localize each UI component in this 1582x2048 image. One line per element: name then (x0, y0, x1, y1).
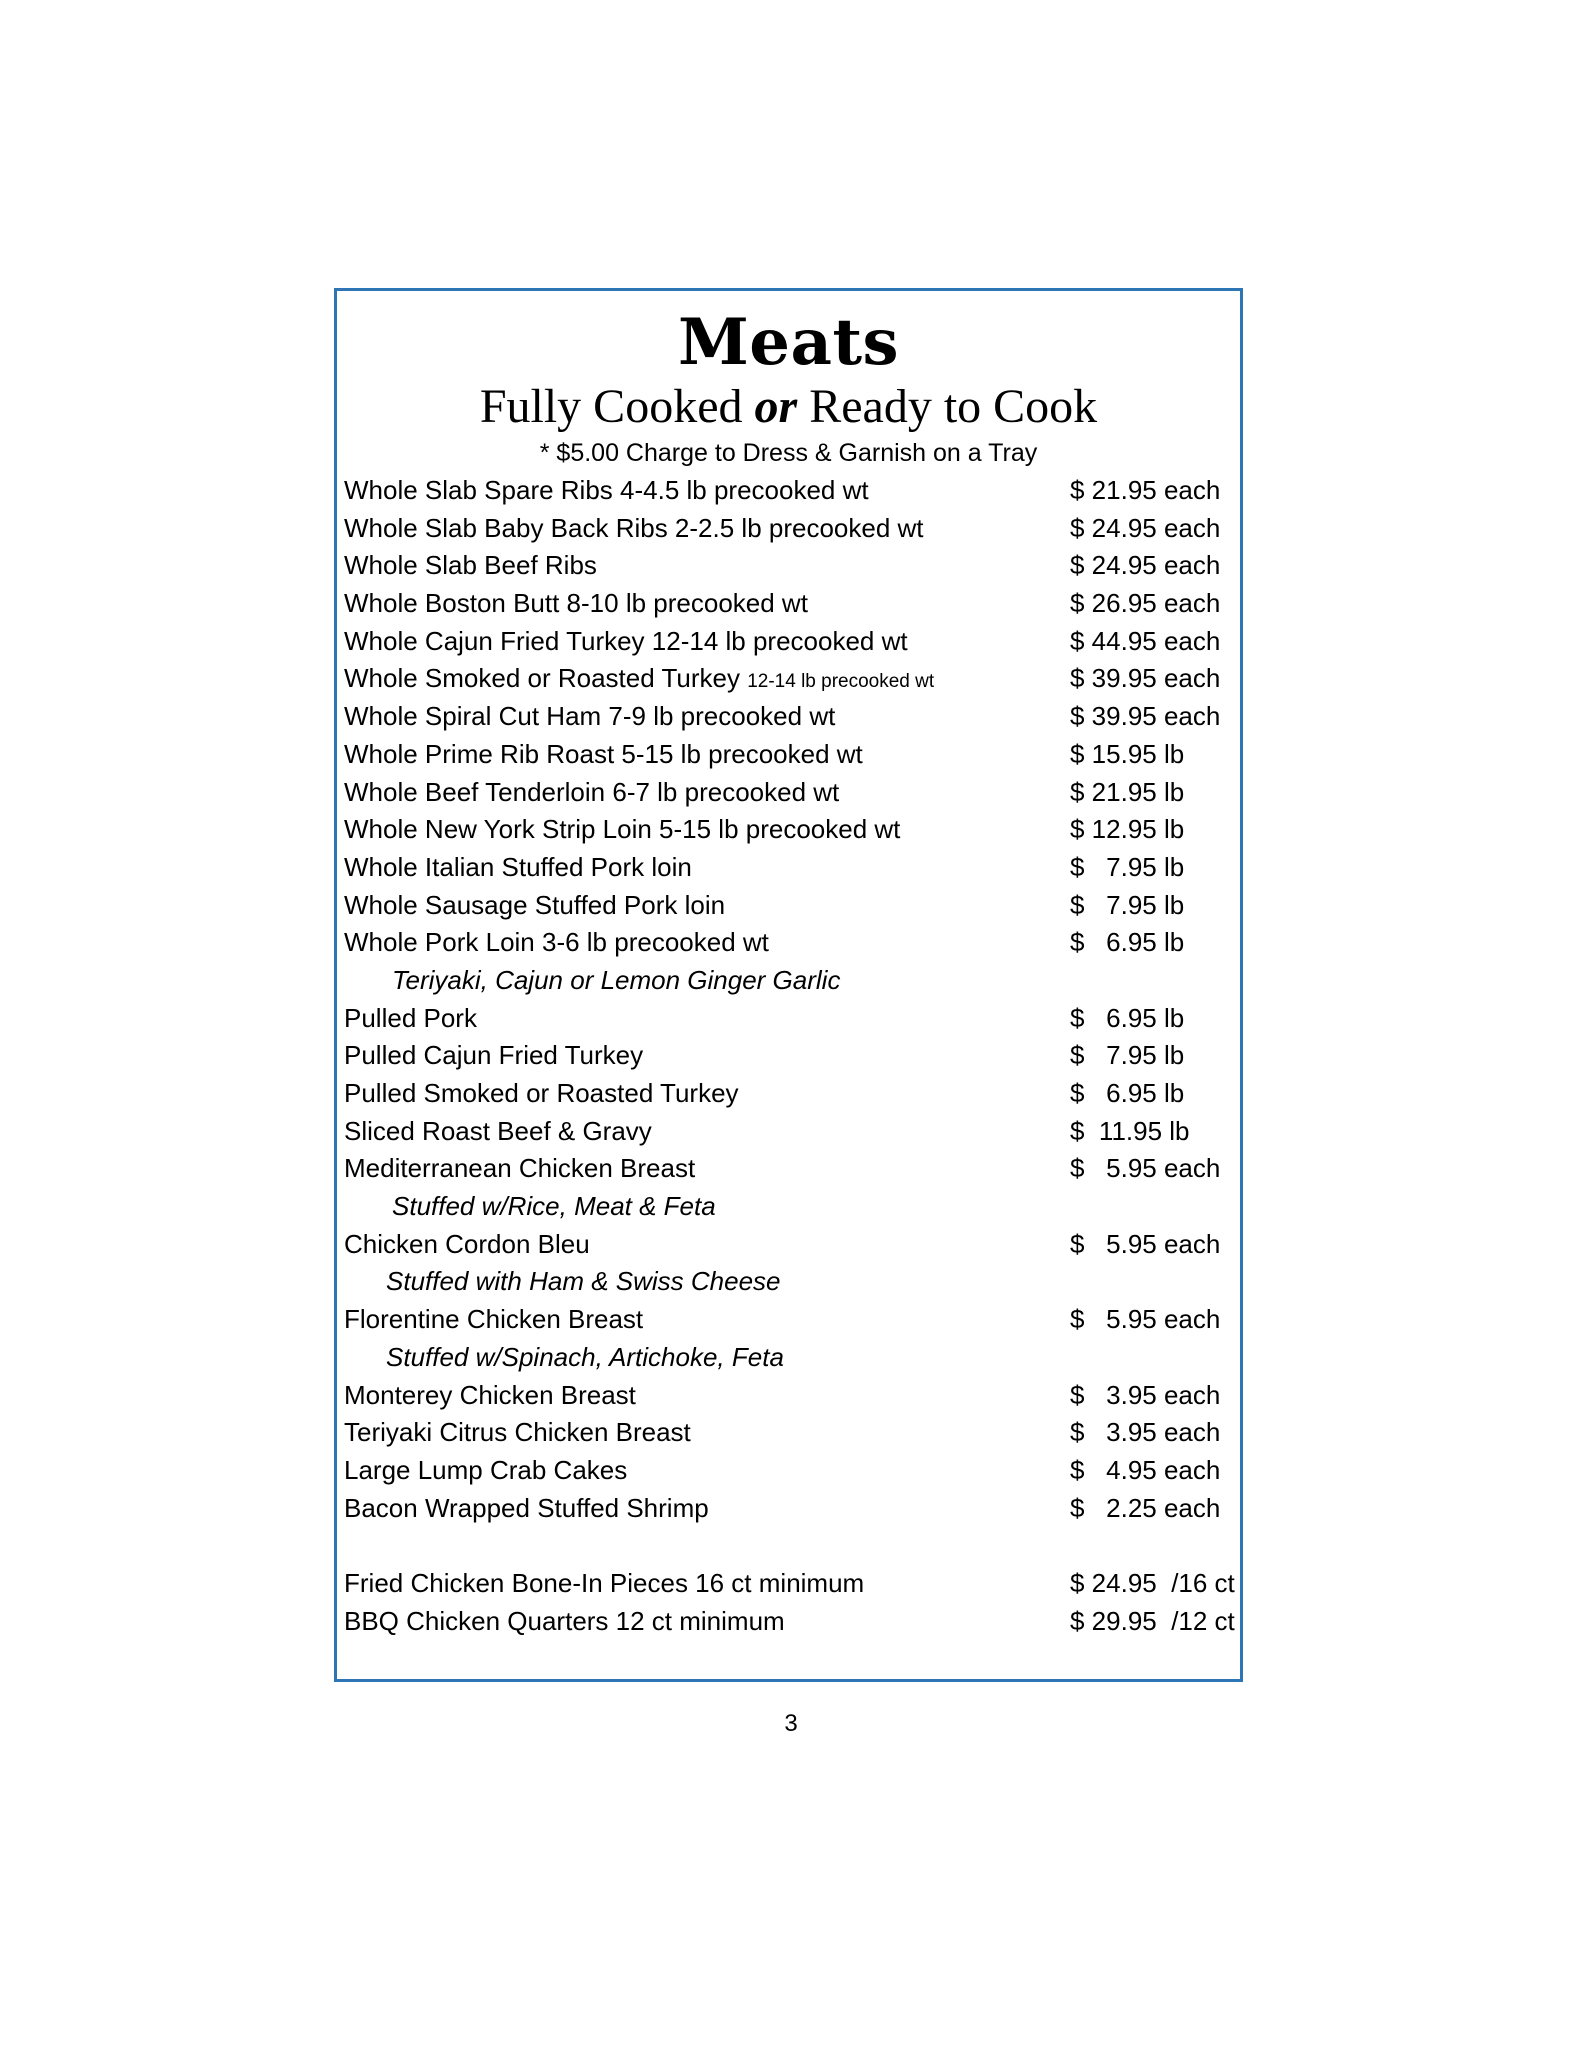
item-name: Whole Cajun Fried Turkey 12-14 lb precooked wt (344, 625, 908, 656)
item-price: $ 6.95 lb (1070, 927, 1185, 958)
page-number: 3 (784, 1710, 798, 1737)
menu-item (344, 849, 1240, 887)
item-name: Whole New York Strip Loin 5-15 lb precooked wt (344, 814, 901, 845)
item-name: Large Lump Crab Cakes (344, 1454, 628, 1485)
item-description: Stuffed w/Spinach, Artichoke, Feta (386, 1341, 784, 1372)
page-title: Meats (677, 305, 900, 380)
item-name-main: Whole Smoked or Roasted Turkey (344, 663, 740, 694)
menu-item (344, 1301, 1240, 1339)
item-name: Bacon Wrapped Stuffed Shrimp (344, 1492, 709, 1523)
item-price: $ 11.95 lb (1070, 1115, 1190, 1146)
menu-item (344, 472, 1240, 510)
subtitle-or: or (754, 380, 798, 433)
item-price: $ 7.95 lb (1070, 889, 1185, 920)
menu-item (344, 1452, 1240, 1490)
item-name: Chicken Cordon Bleu (344, 1228, 590, 1259)
item-price: $ 29.95 /12 ct (1070, 1605, 1235, 1636)
item-price: $ 7.95 lb (1070, 851, 1185, 882)
item-name: Whole Beef Tenderloin 6-7 lb precooked wt (344, 776, 840, 807)
item-name: Sliced Roast Beef & Gravy (344, 1115, 652, 1146)
item-price: $ 4.95 each (1070, 1454, 1221, 1485)
item-name: Whole Sausage Stuffed Pork loin (344, 889, 726, 920)
menu-item (344, 1113, 1240, 1151)
menu-item (344, 887, 1240, 925)
subtitle (337, 379, 1240, 434)
menu-item-description (344, 1263, 1240, 1301)
menu-item (344, 1377, 1240, 1415)
item-name: Whole Spiral Cut Ham 7-9 lb precooked wt (344, 701, 836, 732)
menu-list (344, 472, 1240, 1640)
menu-item (344, 924, 1240, 962)
item-name: Pulled Smoked or Roasted Turkey (344, 1078, 739, 1108)
menu-item (344, 1565, 1240, 1603)
item-name (344, 660, 934, 701)
item-price: $ 24.95 each (1070, 512, 1221, 543)
item-name: Fried Chicken Bone-In Pieces 16 ct minimum (344, 1567, 865, 1598)
item-price: $ 5.95 each (1070, 1304, 1221, 1335)
item-name: Whole Boston Butt 8-10 lb precooked wt (344, 588, 808, 619)
item-name: Florentine Chicken Breast (344, 1304, 644, 1335)
menu-box (334, 288, 1243, 1682)
item-price: $ 44.95 each (1070, 625, 1221, 656)
item-description: Teriyaki, Cajun or Lemon Ginger Garlic (392, 964, 841, 995)
item-price: $ 5.95 each (1070, 1228, 1221, 1259)
menu-item (344, 585, 1240, 623)
item-name: Teriyaki Citrus Chicken Breast (344, 1417, 691, 1448)
menu-item (344, 660, 1240, 698)
item-price: $ 24.95 /16 ct (1070, 1567, 1235, 1598)
item-price: $ 21.95 lb (1070, 776, 1185, 807)
item-price: $ 39.95 each (1070, 701, 1221, 732)
item-price: $ 26.95 each (1070, 588, 1221, 619)
item-name: Whole Slab Baby Back Ribs 2-2.5 lb precooked wt (344, 512, 924, 543)
item-name: Mediterranean Chicken Breast (344, 1153, 696, 1184)
menu-item (344, 1150, 1240, 1188)
item-name: Whole Pork Loin 3-6 lb precooked wt (344, 927, 769, 958)
menu-item (344, 1226, 1240, 1264)
item-name: Monterey Chicken Breast (344, 1379, 636, 1410)
item-description: Stuffed with Ham & Swiss Cheese (386, 1266, 781, 1297)
item-name: Whole Slab Beef Ribs (344, 550, 597, 581)
item-price: $ 6.95 lb (1070, 1002, 1185, 1033)
item-price: $ 5.95 each (1070, 1153, 1221, 1184)
subtitle-part2: Ready to Cook (809, 380, 1098, 433)
menu-item (344, 1075, 1240, 1113)
menu-item-description (344, 962, 1240, 1000)
spacer (344, 1527, 1240, 1565)
item-price: $ 3.95 each (1070, 1379, 1221, 1410)
item-price: $ 2.25 each (1070, 1492, 1221, 1523)
menu-item (344, 1414, 1240, 1452)
subtitle-part1: Fully Cooked (479, 380, 743, 433)
item-price: $ 21.95 each (1070, 475, 1221, 505)
menu-item (344, 811, 1240, 849)
item-price: $ 12.95 lb (1070, 814, 1185, 845)
item-name-small: 12-14 lb precooked wt (747, 671, 935, 693)
item-price: $ 39.95 each (1070, 663, 1221, 694)
menu-item (344, 1000, 1240, 1038)
item-price: $ 3.95 each (1070, 1417, 1221, 1448)
menu-item (344, 1603, 1240, 1641)
item-name: Whole Prime Rib Roast 5-15 lb precooked wt (344, 738, 863, 769)
item-name: Whole Slab Spare Ribs 4-4.5 lb precooked wt (344, 475, 869, 505)
item-price: $ 7.95 lb (1070, 1040, 1185, 1071)
garnish-note: * $5.00 Charge to Dress & Garnish on a Tray (539, 439, 1038, 467)
menu-item (344, 510, 1240, 548)
item-name: Whole Italian Stuffed Pork loin (344, 851, 692, 882)
item-price: $ 6.95 lb (1070, 1078, 1185, 1108)
menu-item (344, 698, 1240, 736)
item-description: Stuffed w/Rice, Meat & Feta (392, 1191, 716, 1222)
menu-item (344, 1037, 1240, 1075)
item-name: Pulled Cajun Fried Turkey (344, 1040, 644, 1071)
menu-item-description (344, 1188, 1240, 1226)
menu-item-description (344, 1339, 1240, 1377)
menu-item (344, 547, 1240, 585)
menu-item (344, 1490, 1240, 1528)
item-name: Pulled Pork (344, 1002, 477, 1033)
menu-item (344, 736, 1240, 774)
item-price: $ 24.95 each (1070, 550, 1221, 581)
menu-item (344, 623, 1240, 661)
menu-item (344, 774, 1240, 812)
item-name: BBQ Chicken Quarters 12 ct minimum (344, 1605, 785, 1636)
item-price: $ 15.95 lb (1070, 738, 1185, 769)
